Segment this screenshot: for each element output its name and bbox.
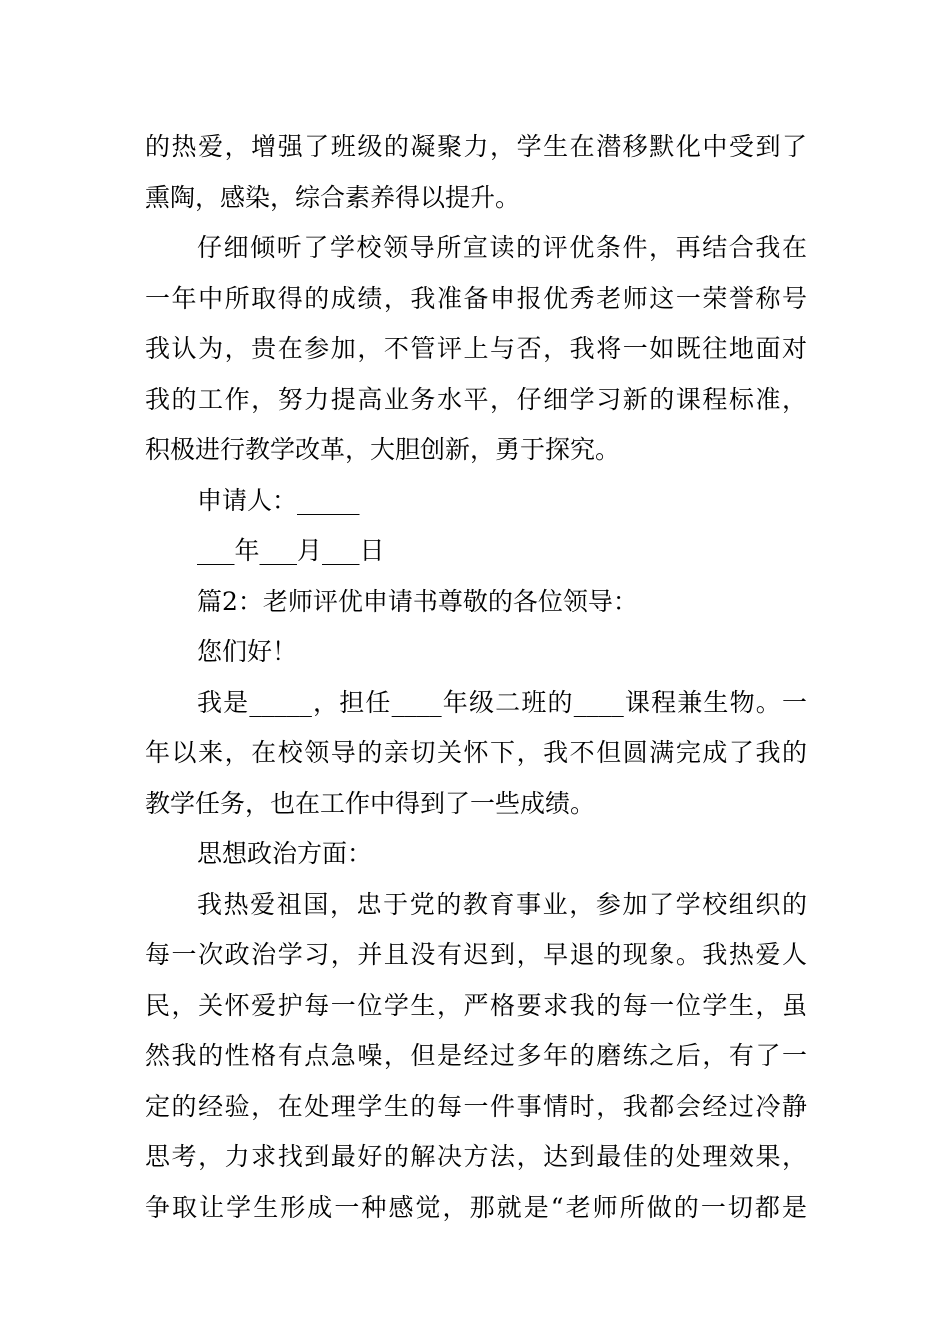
text-line: 的热爱，增强了班级的凝聚力，学生在潜移默化中受到了 [145, 132, 807, 161]
text-line: 年以来，在校领导的亲切关怀下，我不但圆满完成了我的 [145, 738, 807, 767]
text-line: 每一次政治学习，并且没有迟到，早退的现象。我热爱人 [145, 940, 807, 969]
applicant-signature-line: 申请人：_____ [197, 485, 360, 515]
paragraph-start-line: 我是_____，担任____年级二班的____课程兼生物。一 [197, 687, 807, 717]
text-line: 一年中所取得的成绩，我准备申报优秀老师这一荣誉称号 [145, 283, 807, 313]
text-line: 积极进行教学改革，大胆创新，勇于探究。 [145, 435, 621, 464]
text-line: 思考，力求找到最好的解决方法，达到最佳的处理效果， [145, 1142, 807, 1171]
subsection-heading: 思想政治方面： [197, 839, 373, 868]
text-line: 教学任务，也在工作中得到了一些成绩。 [145, 788, 596, 818]
document-body [145, 122, 807, 1233]
paragraph-start-line: 我热爱祖国，忠于党的教育事业，参加了学校组织的 [197, 889, 807, 919]
text-line: 熏陶，感染，综合素养得以提升。 [145, 182, 521, 212]
text-line: 我的工作，努力提高业务水平，仔细学习新的课程标准， [145, 384, 807, 414]
greeting-line: 您们好！ [197, 637, 298, 666]
date-line: ___年___月___日 [197, 536, 385, 565]
text-line: 我认为，贵在参加，不管评上与否，我将一如既往地面对 [145, 334, 807, 363]
text-line: 民，关怀爱护每一位学生，严格要求我的每一位学生，虽 [145, 990, 807, 1020]
text-line: 然我的性格有点急噪，但是经过多年的磨练之后，有了一 [145, 1041, 807, 1070]
paragraph-start-line: 仔细倾听了学校领导所宣读的评优条件，再结合我在 [197, 233, 807, 262]
text-line: 定的经验，在处理学生的每一件事情时，我都会经过冷静 [145, 1091, 807, 1121]
section-heading: 篇2：老师评优申请书尊敬的各位领导： [197, 586, 638, 616]
text-line: 争取让学生形成一种感觉，那就是“老师所做的一切都是 [145, 1192, 807, 1222]
